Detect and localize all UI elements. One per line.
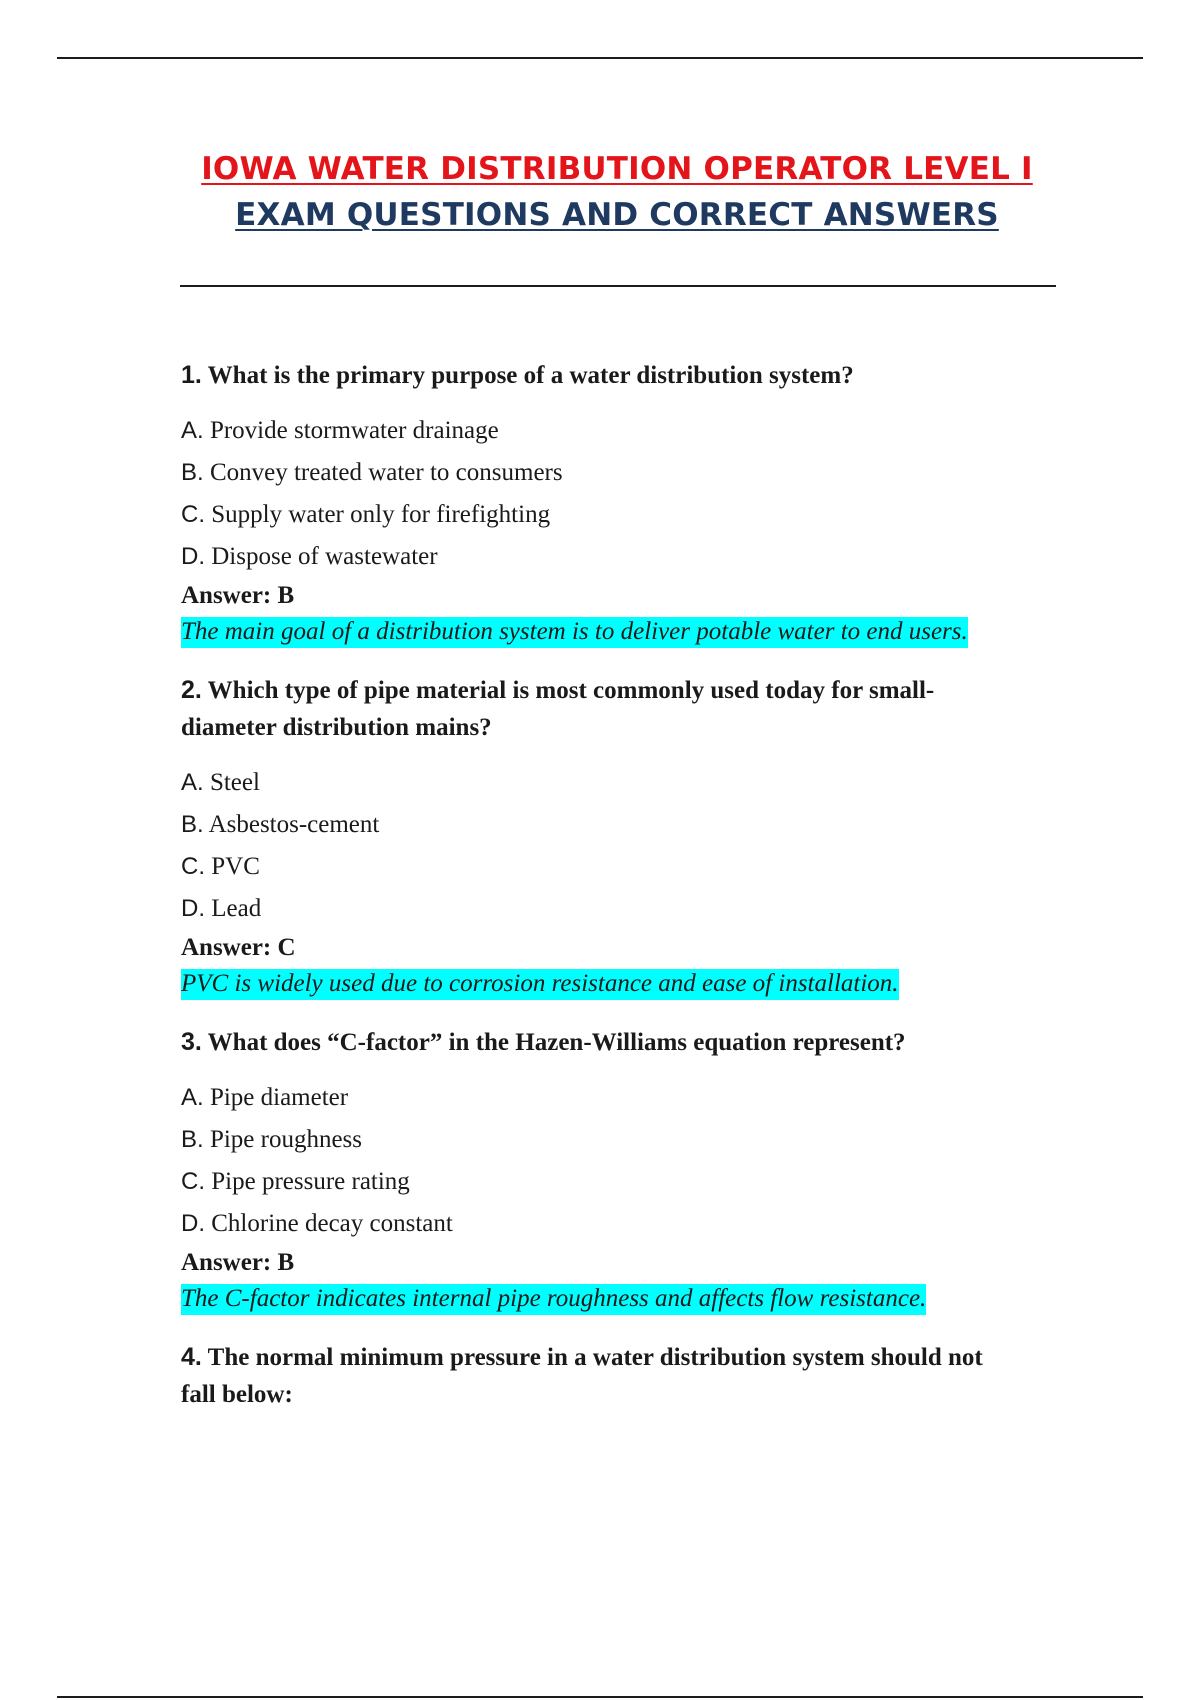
question-block-4 [181,1339,1081,1413]
explanation-highlight: PVC is widely used due to corrosion resistance and ease of installation. [181,969,899,1000]
option-letter: B. [181,1126,204,1153]
document-title [0,146,1200,238]
option-d [181,536,1081,578]
option-d [181,888,1081,930]
option-text: Provide stormwater drainage [209,417,499,444]
question-block-2 [181,672,1081,1002]
question-number: 4. [181,1343,202,1371]
page-top-rule [57,57,1143,59]
question-number: 3. [181,1028,202,1056]
question-number: 1. [181,361,202,389]
option-c [181,494,1081,536]
option-text: Pipe roughness [209,1126,363,1153]
option-letter: D. [181,543,205,570]
explanation-highlight: The C-factor indicates internal pipe roughness and affects flow resistance. [181,1284,926,1315]
title-line-1: IOWA WATER DISTRIBUTION OPERATOR LEVEL I [201,151,1033,187]
option-letter: C. [181,501,205,528]
option-text: Steel [209,769,260,796]
option-letter: B. [181,459,204,486]
option-b [181,452,1081,494]
option-letter: D. [181,1210,205,1237]
option-letter: A. [181,1084,204,1111]
answer-label: Answer: B [181,582,295,609]
answer-label: Answer: B [181,1249,295,1276]
question-text: Which type of pipe material is most commonly used today for small-diameter distribution mains? [181,677,935,741]
option-letter: C. [181,1168,205,1195]
option-letter: A. [181,417,204,444]
option-a [181,1077,1081,1119]
option-text: Pipe diameter [209,1084,349,1111]
option-text: Dispose of wastewater [211,543,438,570]
option-letter: A. [181,769,204,796]
question-2 [181,672,1001,746]
question-block-1 [181,357,1081,650]
option-text: Convey treated water to consumers [209,459,563,486]
option-a [181,410,1081,452]
question-block-3 [181,1024,1081,1317]
option-text: Supply water only for firefighting [211,501,551,528]
answer-explanation [181,966,1081,1002]
option-c [181,846,1081,888]
answer-explanation [181,614,1081,650]
option-b [181,1119,1081,1161]
option-text: PVC [211,853,260,880]
option-c [181,1161,1081,1203]
option-text: Pipe pressure rating [211,1168,410,1195]
option-letter: D. [181,895,205,922]
answer-label: Answer: C [181,934,296,961]
question-number: 2. [181,676,202,704]
title-line-2: EXAM QUESTIONS AND CORRECT ANSWERS [235,197,999,233]
answer-explanation [181,1281,1081,1317]
option-text: Lead [211,895,262,922]
question-text: What does “C-factor” in the Hazen-Williams equation represent? [207,1029,906,1056]
option-b [181,804,1081,846]
question-1 [181,357,1001,394]
option-a [181,762,1081,804]
explanation-highlight: The main goal of a distribution system is to deliver potable water to end users. [181,617,968,648]
question-text: What is the primary purpose of a water distribution system? [207,362,854,389]
option-letter: C. [181,853,205,880]
option-d [181,1203,1081,1245]
question-list [181,357,1081,1429]
option-letter: B. [181,811,204,838]
question-3 [181,1024,1001,1061]
question-4 [181,1339,1001,1413]
option-text: Chlorine decay constant [211,1210,453,1237]
title-divider [180,285,1056,287]
option-text: Asbestos-cement [208,811,380,838]
question-text: The normal minimum pressure in a water distribution system should not fall below: [181,1344,983,1408]
page-bottom-rule [57,1696,1143,1698]
